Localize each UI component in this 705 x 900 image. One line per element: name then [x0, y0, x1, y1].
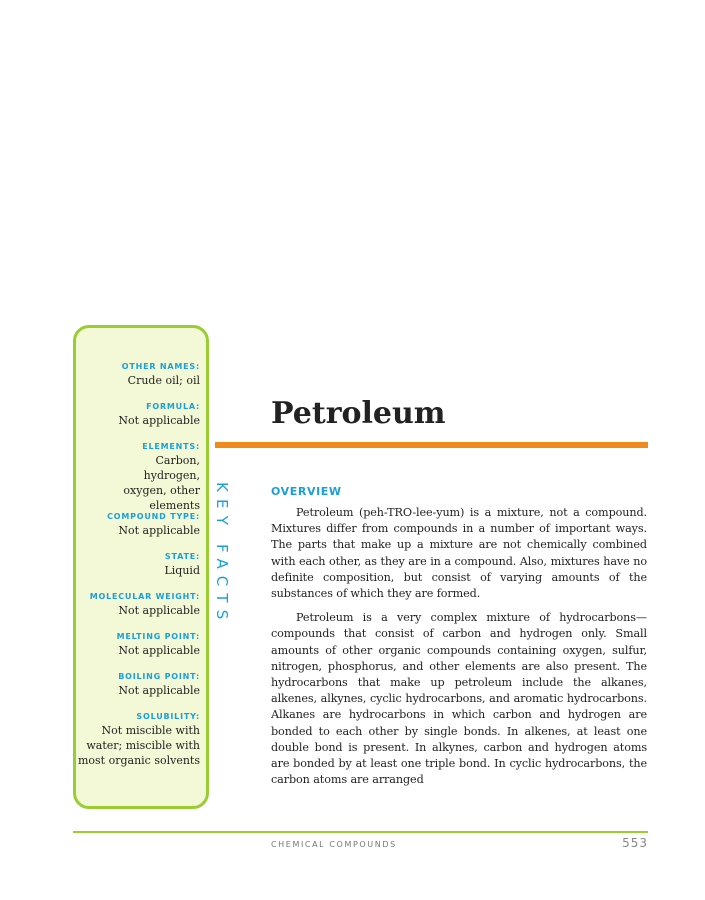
- fact-value: Not applicable: [118, 684, 200, 697]
- fact-label: MELTING POINT:: [116, 632, 200, 641]
- fact-label: FORMULA:: [146, 402, 200, 411]
- page-title: Petroleum: [271, 396, 446, 431]
- fact-boiling-point: [72, 671, 200, 698]
- fact-label: SOLUBILITY:: [136, 712, 200, 721]
- fact-value: Not applicable: [118, 644, 200, 657]
- title-divider: [215, 442, 648, 448]
- fact-value: Not applicable: [118, 414, 200, 427]
- paragraph: Petroleum is a very complex mixture of hydrocarbons—compounds that consist of carbon and hydrogen only. Small amounts of other organic compounds containing oxygen, sulfur, nitrogen, phosphorus, and other elements are also present. The hydrocarbons that make up petroleum include the alkanes, alkenes, alkynes, cyclic hydrocarbons, and aromatic hydrocarbons. Alkanes are hydrocarbons in which carbon and hydrogen are bonded to each other by single bonds. In alkenes, at least one double bond is present. In alkynes, carbon and hydrogen atoms are bonded by at least one triple bond. In cyclic hydrocarbons, the carbon atoms are arranged: [271, 611, 647, 787]
- fact-solubility: [72, 711, 200, 768]
- fact-value: Crude oil; oil: [127, 374, 200, 387]
- fact-molecular-weight: [72, 591, 200, 618]
- fact-value: Not miscible with water; miscible with most organic solvents: [77, 724, 200, 767]
- fact-other-names: [72, 361, 200, 388]
- fact-label: STATE:: [164, 552, 200, 561]
- fact-label: BOILING POINT:: [118, 672, 200, 681]
- fact-value: Liquid: [164, 564, 200, 577]
- key-facts-box: [73, 325, 209, 809]
- page-number: 553: [622, 836, 648, 850]
- footer-divider: [73, 831, 648, 833]
- fact-formula: [72, 401, 200, 428]
- running-footer: CHEMICAL COMPOUNDS: [271, 840, 397, 849]
- fact-value: Carbon, hydrogen, oxygen, other elements: [123, 454, 200, 512]
- fact-elements: [72, 441, 200, 513]
- fact-label: ELEMENTS:: [142, 442, 200, 451]
- fact-compound-type: [72, 511, 200, 538]
- article-body: [271, 505, 647, 817]
- fact-state: [72, 551, 200, 578]
- key-facts-label: KEY FACTS: [213, 482, 231, 627]
- fact-label: OTHER NAMES:: [121, 362, 200, 371]
- fact-value: Not applicable: [118, 524, 200, 537]
- section-heading: OVERVIEW: [271, 485, 342, 498]
- fact-label: COMPOUND TYPE:: [107, 512, 200, 521]
- fact-label: MOLECULAR WEIGHT:: [89, 592, 200, 601]
- fact-melting-point: [72, 631, 200, 658]
- paragraph: Petroleum (peh-TRO-lee-yum) is a mixture, not a compound. Mixtures differ from compounds in a number of important ways. The parts that make up a mixture are not chemically combined with each other, as they are in a compound. Also, mixtures have no definite composition, but consist of varying amounts of the substances of which they are formed.: [271, 506, 647, 601]
- fact-value: Not applicable: [118, 604, 200, 617]
